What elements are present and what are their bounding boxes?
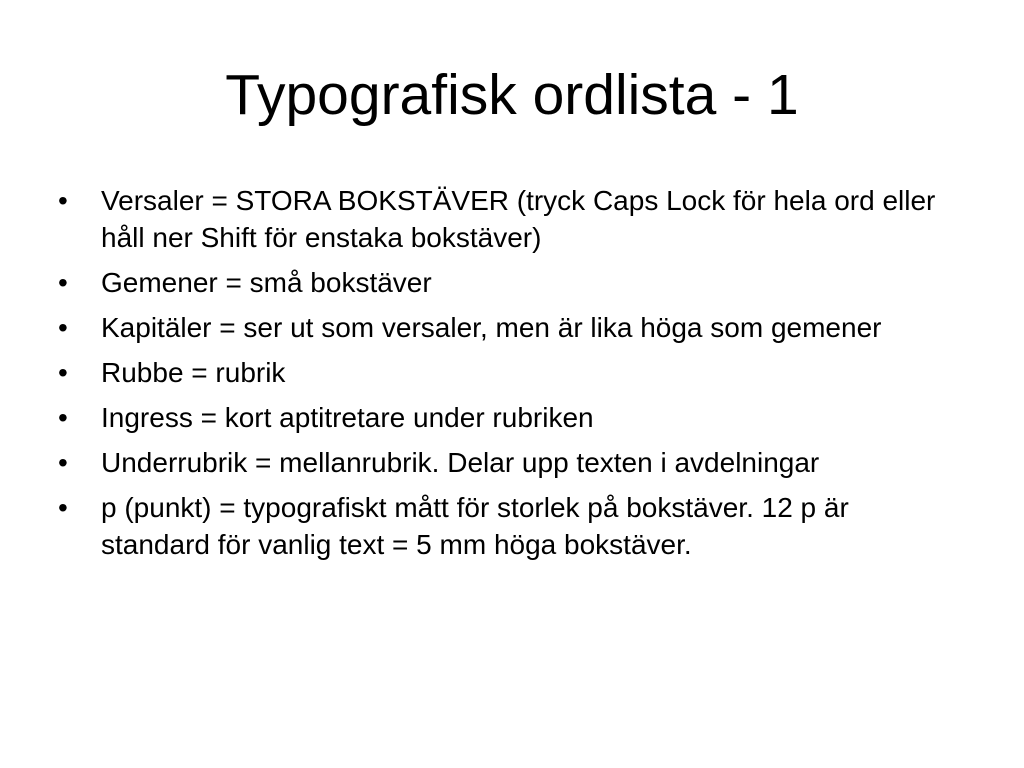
bullet-text: Ingress = kort aptitretare under rubriken xyxy=(101,402,594,433)
bullet-text: Kapitäler = ser ut som versaler, men är lika höga som gemener xyxy=(101,312,882,343)
bullet-text: Underrubrik = mellanrubrik. Delar upp texten i avdelningar xyxy=(101,447,820,478)
bullet-item-punkt xyxy=(58,489,958,563)
bullet-text: p (punkt) = typografiskt mått för storlek på bokstäver. 12 p är standard för vanlig text = 5 mm höga bokstäver. xyxy=(101,492,849,560)
bullet-item-versaler xyxy=(58,182,958,256)
bullet-item-rubbe xyxy=(58,354,958,391)
bullet-icon: • xyxy=(58,402,68,433)
bullet-icon: • xyxy=(58,185,68,216)
bullet-icon: • xyxy=(58,312,68,343)
bullet-icon: • xyxy=(58,357,68,388)
bullet-text: Versaler = STORA BOKSTÄVER (tryck Caps Lock för hela ord eller håll ner Shift för enstaka bokstäver) xyxy=(101,185,936,253)
bullet-icon: • xyxy=(58,492,68,523)
bullet-item-kapitaler xyxy=(58,309,958,346)
bullet-icon: • xyxy=(58,267,68,298)
bullet-item-ingress xyxy=(58,399,958,436)
bullet-item-underrubrik xyxy=(58,444,958,481)
bullet-text: Gemener = små bokstäver xyxy=(101,267,432,298)
slide-title: Typografisk ordlista - 1 xyxy=(225,63,799,127)
bullet-icon: • xyxy=(58,447,68,478)
bullet-list xyxy=(58,182,958,571)
bullet-text: Rubbe = rubrik xyxy=(101,357,286,388)
bullet-item-gemener xyxy=(58,264,958,301)
